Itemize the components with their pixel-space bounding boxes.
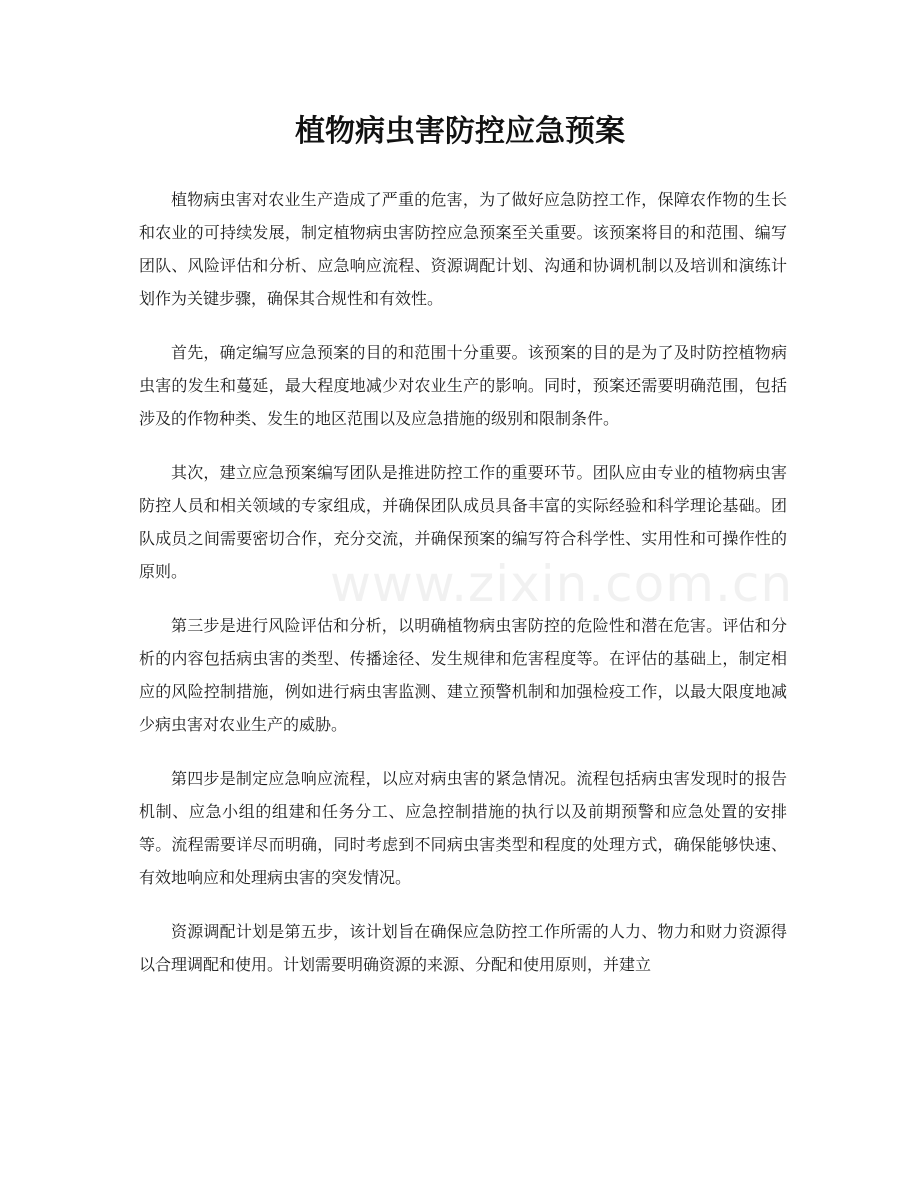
paragraph-resource-plan: 资源调配计划是第五步，该计划旨在确保应急防控工作所需的人力、物力和财力资源得以合理调配和使用。计划需要明确资源的来源、分配和使用原则，并建立 [139,922,787,974]
paragraph-purpose-scope: 首先，确定编写应急预案的目的和范围十分重要。该预案的目的是为了及时防控植物病虫害的发生和蔓延，最大程度地减少对农业生产的影响。同时，预案还需要明确范围，包括涉及的作物种类、发生的地区范围以及应急措施的级别和限制条件。 [139,343,787,428]
watermark: www.zixin.com.cn [330,555,794,613]
document-body [139,183,787,1002]
paragraph-intro: 植物病虫害对农业生产造成了严重的危害，为了做好应急防控工作，保障农作物的生长和农业的可持续发展，制定植物病虫害防控应急预案至关重要。该预案将目的和范围、编写团队、风险评估和分析、应急响应流程、资源调配计划、沟通和协调机制以及培训和演练计划作为关键步骤，确保其合规性和有效性。 [139,190,787,308]
paragraph-risk-assessment: 第三步是进行风险评估和分析，以明确植物病虫害防控的危险性和潜在危害。评估和分析的内容包括病虫害的类型、传播途径、发生规律和危害程度等。在评估的基础上，制定相应的风险控制措施，例如进行病虫害监测、建立预警机制和加强检疫工作，以最大限度地减少病虫害对农业生产的威胁。 [139,616,787,734]
paragraph-team: 其次，建立应急预案编写团队是推进防控工作的重要环节。团队应由专业的植物病虫害防控人员和相关领域的专家组成，并确保团队成员具备丰富的实际经验和科学理论基础。团队成员之间需要密切合作，充分交流，并确保预案的编写符合科学性、实用性和可操作性的原则。 [139,463,787,581]
paragraph-response-flow: 第四步是制定应急响应流程，以应对病虫害的紧急情况。流程包括病虫害发现时的报告机制、应急小组的组建和任务分工、应急控制措施的执行以及前期预警和应急处置的安排等。流程需要详尽而明确，同时考虑到不同病虫害类型和程度的处理方式，确保能够快速、有效地响应和处理病虫害的突发情况。 [139,769,787,887]
page-title: 植物病虫害防控应急预案 [295,114,625,149]
